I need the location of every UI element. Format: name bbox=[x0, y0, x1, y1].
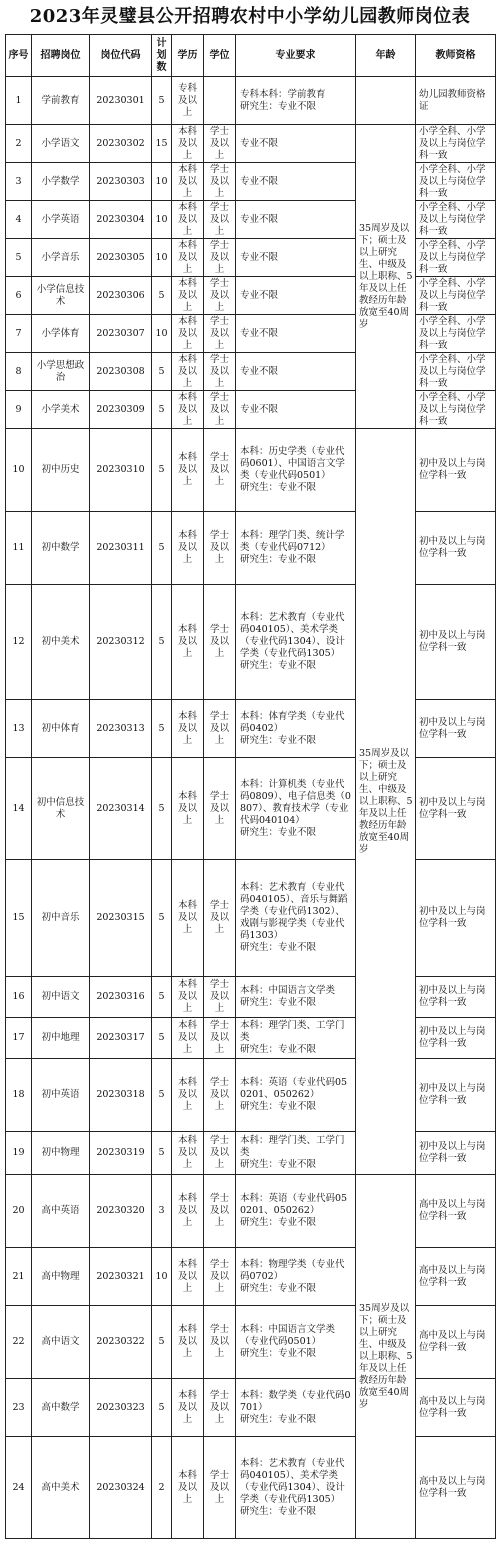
degree: 学士及以上 bbox=[204, 1248, 236, 1306]
post-name: 高中美术 bbox=[32, 1437, 90, 1539]
post-code: 20230313 bbox=[90, 700, 152, 758]
age-requirement bbox=[356, 77, 416, 125]
degree: 学士及以上 bbox=[204, 1379, 236, 1437]
education: 本科及以上 bbox=[172, 585, 204, 700]
post-name: 小学英语 bbox=[32, 201, 90, 239]
plan-count: 2 bbox=[152, 1437, 172, 1539]
plan-count: 5 bbox=[152, 700, 172, 758]
education: 本科及以上 bbox=[172, 700, 204, 758]
major-requirement: 专业不限 bbox=[236, 277, 356, 315]
teacher-qualification: 初中及以上与岗位学科一致 bbox=[416, 977, 496, 1018]
degree: 学士及以上 bbox=[204, 391, 236, 429]
plan-count: 10 bbox=[152, 315, 172, 353]
post-code: 20230308 bbox=[90, 353, 152, 391]
major-requirement: 专业不限 bbox=[236, 239, 356, 277]
post-code: 20230318 bbox=[90, 1059, 152, 1132]
post-name: 小学思想政治 bbox=[32, 353, 90, 391]
major-requirement: 本科：物理学类（专业代码0702） 研究生：专业不限 bbox=[236, 1248, 356, 1306]
table-row bbox=[6, 353, 496, 391]
teacher-qualification: 幼儿园教师资格证 bbox=[416, 77, 496, 125]
post-code: 20230309 bbox=[90, 391, 152, 429]
degree: 学士及以上 bbox=[204, 1306, 236, 1379]
table-row bbox=[6, 585, 496, 700]
teacher-qualification: 初中及以上与岗位学科一致 bbox=[416, 585, 496, 700]
table-row bbox=[6, 700, 496, 758]
post-name: 小学体育 bbox=[32, 315, 90, 353]
education: 本科及以上 bbox=[172, 201, 204, 239]
education: 本科及以上 bbox=[172, 1175, 204, 1248]
teacher-qualification: 小学全科、小学及以上与岗位学科一致 bbox=[416, 239, 496, 277]
post-name: 高中英语 bbox=[32, 1175, 90, 1248]
major-requirement: 本科：英语（专业代码050201、050262） 研究生：专业不限 bbox=[236, 1059, 356, 1132]
header-row bbox=[6, 35, 496, 77]
row-number: 19 bbox=[6, 1132, 32, 1175]
major-requirement: 本科：计算机类（专业代码0809）、电子信息类（0807）、教育技术学（专业代码040104） 研究生：专业不限 bbox=[236, 758, 356, 860]
row-number: 24 bbox=[6, 1437, 32, 1539]
table-row bbox=[6, 277, 496, 315]
education: 本科及以上 bbox=[172, 1132, 204, 1175]
post-name: 初中体育 bbox=[32, 700, 90, 758]
teacher-qualification: 初中及以上与岗位学科一致 bbox=[416, 512, 496, 585]
post-code: 20230323 bbox=[90, 1379, 152, 1437]
post-code: 20230312 bbox=[90, 585, 152, 700]
table-row bbox=[6, 1306, 496, 1379]
plan-count: 15 bbox=[152, 125, 172, 163]
post-name: 初中地理 bbox=[32, 1018, 90, 1059]
table-row bbox=[6, 860, 496, 977]
post-code: 20230303 bbox=[90, 163, 152, 201]
post-name: 初中历史 bbox=[32, 429, 90, 512]
major-requirement: 本科：中国语言文学类 研究生：专业不限 bbox=[236, 977, 356, 1018]
table-row bbox=[6, 429, 496, 512]
row-number: 7 bbox=[6, 315, 32, 353]
post-name: 初中信息技术 bbox=[32, 758, 90, 860]
table-row bbox=[6, 977, 496, 1018]
degree: 学士及以上 bbox=[204, 1059, 236, 1132]
education: 本科及以上 bbox=[172, 1059, 204, 1132]
teacher-qualification: 小学全科、小学及以上与岗位学科一致 bbox=[416, 163, 496, 201]
teacher-qualification: 小学全科、小学及以上与岗位学科一致 bbox=[416, 391, 496, 429]
major-requirement: 本科：数学类（专业代码0701） 研究生：专业不限 bbox=[236, 1379, 356, 1437]
post-name: 高中物理 bbox=[32, 1248, 90, 1306]
post-code: 20230301 bbox=[90, 77, 152, 125]
post-code: 20230314 bbox=[90, 758, 152, 860]
major-requirement: 专业不限 bbox=[236, 391, 356, 429]
recruitment-table bbox=[5, 34, 496, 1539]
row-number: 20 bbox=[6, 1175, 32, 1248]
degree: 学士及以上 bbox=[204, 1018, 236, 1059]
teacher-qualification: 小学全科、小学及以上与岗位学科一致 bbox=[416, 315, 496, 353]
post-code: 20230305 bbox=[90, 239, 152, 277]
plan-count: 5 bbox=[152, 1059, 172, 1132]
teacher-qualification: 小学全科、小学及以上与岗位学科一致 bbox=[416, 125, 496, 163]
degree: 学士及以上 bbox=[204, 429, 236, 512]
plan-count: 10 bbox=[152, 239, 172, 277]
major-requirement: 专科本科：学前教育 研究生：专业不限 bbox=[236, 77, 356, 125]
age-requirement: 35周岁及以下；硕士及以上研究生、中级及以上职称、5年及以上任教经历年龄放宽至40周岁 bbox=[356, 125, 416, 429]
table-row bbox=[6, 1248, 496, 1306]
row-number: 15 bbox=[6, 860, 32, 977]
row-number: 10 bbox=[6, 429, 32, 512]
major-requirement: 专业不限 bbox=[236, 353, 356, 391]
plan-count: 5 bbox=[152, 977, 172, 1018]
post-code: 20230302 bbox=[90, 125, 152, 163]
post-code: 20230319 bbox=[90, 1132, 152, 1175]
teacher-qualification: 小学全科、小学及以上与岗位学科一致 bbox=[416, 201, 496, 239]
post-name: 小学语文 bbox=[32, 125, 90, 163]
post-code: 20230311 bbox=[90, 512, 152, 585]
degree bbox=[204, 77, 236, 125]
teacher-qualification: 高中及以上与岗位学科一致 bbox=[416, 1306, 496, 1379]
post-name: 初中音乐 bbox=[32, 860, 90, 977]
major-requirement: 专业不限 bbox=[236, 125, 356, 163]
education: 本科及以上 bbox=[172, 1306, 204, 1379]
table-row bbox=[6, 77, 496, 125]
degree: 学士及以上 bbox=[204, 239, 236, 277]
post-name: 初中语文 bbox=[32, 977, 90, 1018]
post-name: 学前教育 bbox=[32, 77, 90, 125]
row-number: 11 bbox=[6, 512, 32, 585]
row-number: 6 bbox=[6, 277, 32, 315]
degree: 学士及以上 bbox=[204, 1175, 236, 1248]
plan-count: 5 bbox=[152, 585, 172, 700]
plan-count: 5 bbox=[152, 860, 172, 977]
teacher-qualification: 初中及以上与岗位学科一致 bbox=[416, 429, 496, 512]
age-requirement: 35周岁及以下；硕士及以上研究生、中级及以上职称、5年及以上任教经历年龄放宽至40周岁 bbox=[356, 429, 416, 1175]
teacher-qualification: 高中及以上与岗位学科一致 bbox=[416, 1175, 496, 1248]
age-requirement: 35周岁及以下；硕士及以上研究生、中级及以上职称、5年及以上任教经历年龄放宽至40周岁 bbox=[356, 1175, 416, 1539]
header-cell: 招聘岗位 bbox=[32, 35, 90, 77]
row-number: 2 bbox=[6, 125, 32, 163]
degree: 学士及以上 bbox=[204, 860, 236, 977]
row-number: 16 bbox=[6, 977, 32, 1018]
education: 本科及以上 bbox=[172, 758, 204, 860]
row-number: 22 bbox=[6, 1306, 32, 1379]
degree: 学士及以上 bbox=[204, 758, 236, 860]
education: 本科及以上 bbox=[172, 277, 204, 315]
education: 本科及以上 bbox=[172, 239, 204, 277]
row-number: 12 bbox=[6, 585, 32, 700]
post-code: 20230317 bbox=[90, 1018, 152, 1059]
plan-count: 5 bbox=[152, 758, 172, 860]
post-name: 初中物理 bbox=[32, 1132, 90, 1175]
table-row bbox=[6, 1018, 496, 1059]
plan-count: 5 bbox=[152, 391, 172, 429]
major-requirement: 本科：艺术教育（专业代码040105）、音乐与舞蹈学类（专业代码1302）、戏剧与影视学类（专业代码1303） 研究生：专业不限 bbox=[236, 860, 356, 977]
major-requirement: 本科：体育学类（专业代码0402） 研究生：专业不限 bbox=[236, 700, 356, 758]
degree: 学士及以上 bbox=[204, 353, 236, 391]
page-title: 2023年灵璧县公开招聘农村中小学幼儿园教师岗位表 bbox=[29, 6, 471, 27]
header-cell: 专业要求 bbox=[236, 35, 356, 77]
degree: 学士及以上 bbox=[204, 315, 236, 353]
plan-count: 5 bbox=[152, 1306, 172, 1379]
major-requirement: 专业不限 bbox=[236, 201, 356, 239]
teacher-qualification: 小学全科、小学及以上与岗位学科一致 bbox=[416, 277, 496, 315]
plan-count: 5 bbox=[152, 77, 172, 125]
education: 本科及以上 bbox=[172, 1248, 204, 1306]
row-number: 8 bbox=[6, 353, 32, 391]
table-row bbox=[6, 201, 496, 239]
plan-count: 3 bbox=[152, 1175, 172, 1248]
post-code: 20230324 bbox=[90, 1437, 152, 1539]
degree: 学士及以上 bbox=[204, 585, 236, 700]
education: 本科及以上 bbox=[172, 1437, 204, 1539]
degree: 学士及以上 bbox=[204, 277, 236, 315]
row-number: 1 bbox=[6, 77, 32, 125]
header-cell: 岗位代码 bbox=[90, 35, 152, 77]
table-row bbox=[6, 239, 496, 277]
teacher-qualification: 高中及以上与岗位学科一致 bbox=[416, 1379, 496, 1437]
plan-count: 5 bbox=[152, 1018, 172, 1059]
major-requirement: 本科：英语（专业代码050201、050262） 研究生：专业不限 bbox=[236, 1175, 356, 1248]
row-number: 13 bbox=[6, 700, 32, 758]
post-name: 高中语文 bbox=[32, 1306, 90, 1379]
row-number: 18 bbox=[6, 1059, 32, 1132]
header-cell: 教师资格 bbox=[416, 35, 496, 77]
degree: 学士及以上 bbox=[204, 163, 236, 201]
major-requirement: 本科：艺术教育（专业代码040105）、美术学类（专业代码1304）、设计学类（专业代码1305） 研究生：专业不限 bbox=[236, 1437, 356, 1539]
major-requirement: 本科：理学门类、工学门类 研究生：专业不限 bbox=[236, 1018, 356, 1059]
major-requirement: 本科：历史学类（专业代码0601）、中国语言文学类（专业代码0501） 研究生：专业不限 bbox=[236, 429, 356, 512]
degree: 学士及以上 bbox=[204, 201, 236, 239]
plan-count: 10 bbox=[152, 163, 172, 201]
major-requirement: 本科：理学门类、工学门类 研究生：专业不限 bbox=[236, 1132, 356, 1175]
plan-count: 10 bbox=[152, 201, 172, 239]
post-code: 20230310 bbox=[90, 429, 152, 512]
table-row bbox=[6, 163, 496, 201]
major-requirement: 专业不限 bbox=[236, 315, 356, 353]
education: 专科及以上 bbox=[172, 77, 204, 125]
teacher-qualification: 初中及以上与岗位学科一致 bbox=[416, 1018, 496, 1059]
degree: 学士及以上 bbox=[204, 700, 236, 758]
degree: 学士及以上 bbox=[204, 1437, 236, 1539]
teacher-qualification: 初中及以上与岗位学科一致 bbox=[416, 758, 496, 860]
header-cell: 序号 bbox=[6, 35, 32, 77]
teacher-qualification: 初中及以上与岗位学科一致 bbox=[416, 1059, 496, 1132]
table-row bbox=[6, 1437, 496, 1539]
table-row bbox=[6, 125, 496, 163]
plan-count: 5 bbox=[152, 353, 172, 391]
post-name: 小学数学 bbox=[32, 163, 90, 201]
major-requirement: 本科：中国语言文学类（专业代码0501） 研究生：专业不限 bbox=[236, 1306, 356, 1379]
major-requirement: 本科：艺术教育（专业代码040105）、美术学类（专业代码1304）、设计学类（专业代码1305） 研究生：专业不限 bbox=[236, 585, 356, 700]
education: 本科及以上 bbox=[172, 391, 204, 429]
post-code: 20230307 bbox=[90, 315, 152, 353]
post-code: 20230321 bbox=[90, 1248, 152, 1306]
plan-count: 5 bbox=[152, 429, 172, 512]
education: 本科及以上 bbox=[172, 125, 204, 163]
degree: 学士及以上 bbox=[204, 977, 236, 1018]
plan-count: 5 bbox=[152, 1132, 172, 1175]
post-name: 小学信息技术 bbox=[32, 277, 90, 315]
post-name: 初中数学 bbox=[32, 512, 90, 585]
teacher-qualification: 初中及以上与岗位学科一致 bbox=[416, 700, 496, 758]
education: 本科及以上 bbox=[172, 1379, 204, 1437]
degree: 学士及以上 bbox=[204, 1132, 236, 1175]
table-row bbox=[6, 1175, 496, 1248]
post-name: 小学音乐 bbox=[32, 239, 90, 277]
table-row bbox=[6, 512, 496, 585]
table-row bbox=[6, 1132, 496, 1175]
row-number: 23 bbox=[6, 1379, 32, 1437]
teacher-qualification: 初中及以上与岗位学科一致 bbox=[416, 1132, 496, 1175]
post-code: 20230322 bbox=[90, 1306, 152, 1379]
table-row bbox=[6, 391, 496, 429]
teacher-qualification: 小学全科、小学及以上与岗位学科一致 bbox=[416, 353, 496, 391]
education: 本科及以上 bbox=[172, 860, 204, 977]
row-number: 3 bbox=[6, 163, 32, 201]
post-name: 初中英语 bbox=[32, 1059, 90, 1132]
post-code: 20230306 bbox=[90, 277, 152, 315]
post-name: 初中美术 bbox=[32, 585, 90, 700]
education: 本科及以上 bbox=[172, 163, 204, 201]
teacher-qualification: 初中及以上与岗位学科一致 bbox=[416, 860, 496, 977]
major-requirement: 本科：理学门类、统计学类（专业代码0712） 研究生：专业不限 bbox=[236, 512, 356, 585]
education: 本科及以上 bbox=[172, 977, 204, 1018]
teacher-qualification: 高中及以上与岗位学科一致 bbox=[416, 1248, 496, 1306]
row-number: 9 bbox=[6, 391, 32, 429]
header-cell: 年龄 bbox=[356, 35, 416, 77]
row-number: 5 bbox=[6, 239, 32, 277]
plan-count: 10 bbox=[152, 1248, 172, 1306]
header-cell: 计划数 bbox=[152, 35, 172, 77]
teacher-qualification: 高中及以上与岗位学科一致 bbox=[416, 1437, 496, 1539]
education: 本科及以上 bbox=[172, 315, 204, 353]
education: 本科及以上 bbox=[172, 512, 204, 585]
table-row bbox=[6, 315, 496, 353]
row-number: 4 bbox=[6, 201, 32, 239]
table-row bbox=[6, 758, 496, 860]
education: 本科及以上 bbox=[172, 1018, 204, 1059]
education: 本科及以上 bbox=[172, 429, 204, 512]
post-name: 小学美术 bbox=[32, 391, 90, 429]
table-row bbox=[6, 1379, 496, 1437]
header-cell: 学位 bbox=[204, 35, 236, 77]
plan-count: 5 bbox=[152, 1379, 172, 1437]
post-code: 20230320 bbox=[90, 1175, 152, 1248]
post-code: 20230315 bbox=[90, 860, 152, 977]
table-row bbox=[6, 1059, 496, 1132]
row-number: 14 bbox=[6, 758, 32, 860]
row-number: 21 bbox=[6, 1248, 32, 1306]
post-name: 高中数学 bbox=[32, 1379, 90, 1437]
plan-count: 5 bbox=[152, 277, 172, 315]
post-code: 20230304 bbox=[90, 201, 152, 239]
degree: 学士及以上 bbox=[204, 125, 236, 163]
degree: 学士及以上 bbox=[204, 512, 236, 585]
education: 本科及以上 bbox=[172, 353, 204, 391]
header-cell: 学历 bbox=[172, 35, 204, 77]
post-code: 20230316 bbox=[90, 977, 152, 1018]
row-number: 17 bbox=[6, 1018, 32, 1059]
plan-count: 5 bbox=[152, 512, 172, 585]
major-requirement: 专业不限 bbox=[236, 163, 356, 201]
